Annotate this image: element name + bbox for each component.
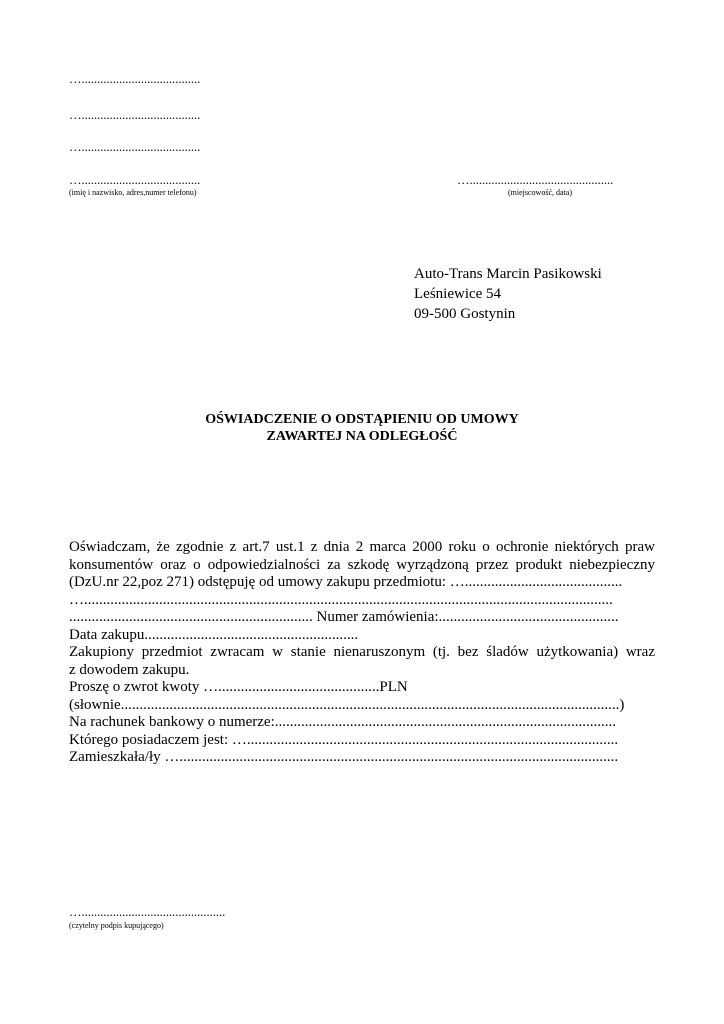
recipient-city: 09-500 Gostynin [414, 306, 516, 322]
recipient-name: Auto-Trans Marcin Pasikowski [414, 266, 602, 282]
place-date-line: ….............................................. [457, 173, 614, 187]
document-title [0, 411, 724, 445]
amount-in-words-line: (słownie.....................................................................................................................................) [69, 696, 625, 713]
bank-account-line: Na rachunek bankowy o numerze:........................................................................................... [69, 714, 617, 730]
purchase-date-line: Data zakupu......................................................... [69, 626, 359, 643]
body-line-3: (DzU.nr 22,poz 271) odstępuję od umowy zakupu przedmiotu: ….......................................... [69, 574, 623, 590]
sender-line-1: …...................................... [69, 72, 201, 86]
body-line-1: Oświadczam, że zgodnie z art.7 ust.1 z dnia 2 marca 2000 roku o ochronie niektórych praw [69, 539, 655, 555]
signature-caption: (czytelny podpis kupującego) [69, 921, 164, 930]
body-line-2: konsumentów oraz o odpowiedzialności za szkodę wyrządzoną przez produkt niebezpieczny [69, 556, 655, 573]
body-line-4: …............................................................................................................................................. [69, 591, 613, 608]
body-line-7: Zakupiony przedmiot zwracam w stanie nienaruszonym (tj. bez śladów użytkowania) wraz [69, 644, 655, 660]
refund-amount-line: Proszę o zwrot kwoty …...........................................PLN [69, 679, 408, 695]
place-date-caption: (miejscowość, data) [508, 188, 572, 197]
sender-line-3: …...................................... [69, 140, 201, 154]
title-line-2: ZAWARTEJ NA ODLEGŁOŚĆ [266, 429, 458, 444]
title-line-1: OŚWIADCZENIE O ODSTĄPIENIU OD UMOWY [205, 412, 519, 427]
account-holder-line: Którego posiadaczem jest: …................................................................................................... [69, 731, 619, 748]
sender-line-4: …...................................... [69, 173, 201, 187]
signature-line: ….............................................. [69, 905, 226, 919]
recipient-street: Leśniewice 54 [414, 286, 502, 302]
declaration-body [69, 539, 655, 767]
order-number-line: ................................................................. Numer zamówienia:................................................ [69, 609, 619, 625]
sender-caption: (imię i nazwisko, adres,numer telefonu) [69, 188, 197, 197]
body-line-8: z dowodem zakupu. [69, 661, 190, 678]
recipient-address [414, 264, 602, 324]
sender-line-2: …...................................... [69, 108, 201, 122]
residence-line: Zamieszkała/ły …..................................................................................................................... [69, 749, 619, 765]
